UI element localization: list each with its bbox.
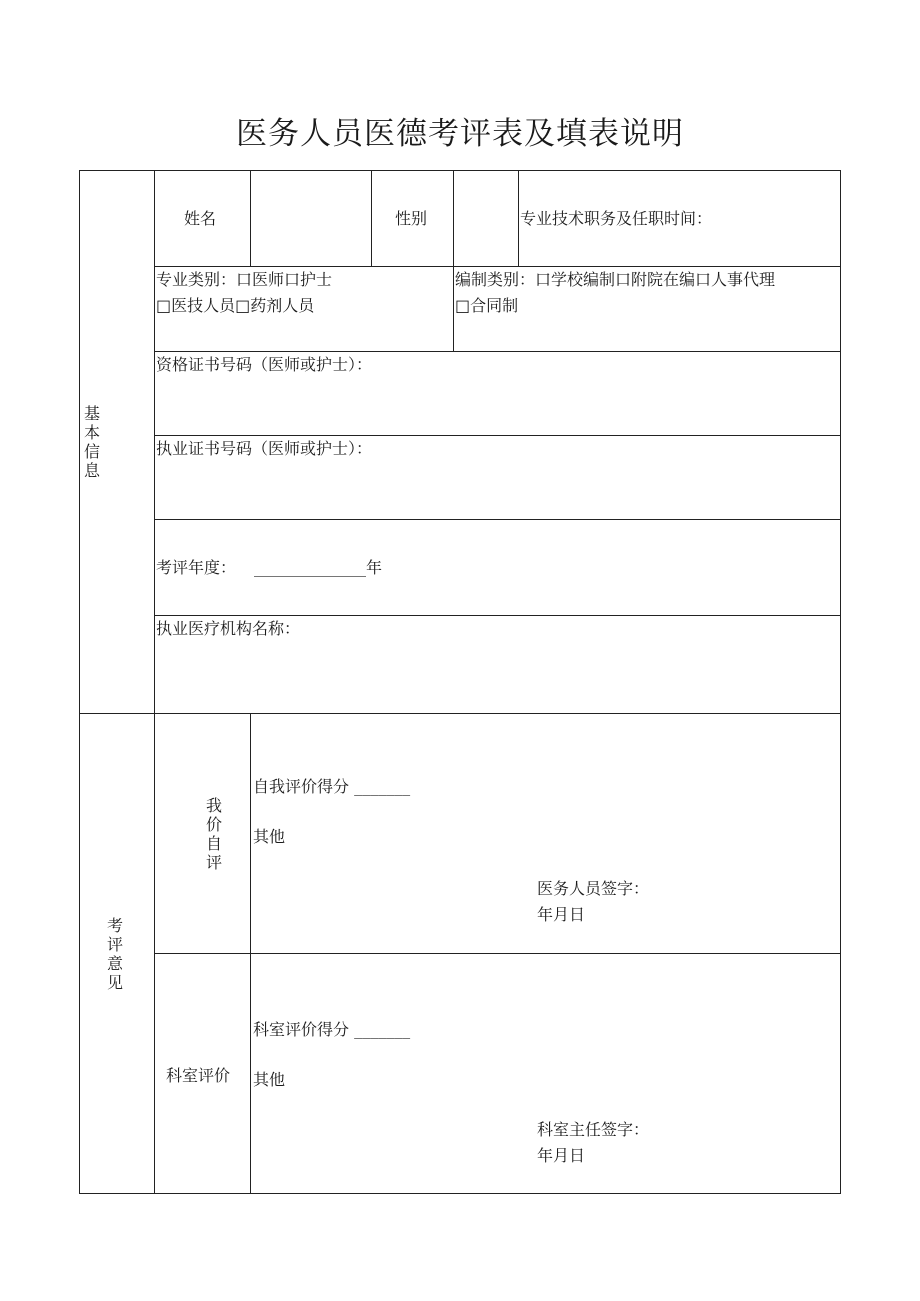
evaluation-year-blank[interactable]: ______________ — [254, 558, 367, 577]
dept-score-label: 科室评价得分 — [253, 1020, 350, 1039]
dept-date-label: 年月日 — [537, 1146, 586, 1165]
name-value-cell[interactable] — [251, 172, 370, 265]
section-divider-line — [154, 171, 155, 1194]
professional-category-line2: □医技人员□药剂人员 — [156, 296, 315, 315]
gender-value-cell[interactable] — [454, 172, 517, 265]
professional-title-label: 专业技术职务及任职时间： — [520, 209, 713, 228]
name-label: 姓名 — [184, 209, 217, 228]
section-separator-line — [80, 713, 841, 714]
director-signature-label: 科室主任签字： — [537, 1120, 650, 1139]
self-evaluation-label: 我价自评 — [205, 796, 222, 872]
self-other-label: 其他 — [253, 827, 286, 846]
dept-other-label: 其他 — [253, 1070, 286, 1089]
evaluation-opinion-section-label: 考评意见 — [106, 916, 123, 992]
evaluation-year-row — [156, 555, 382, 581]
col-line — [518, 171, 519, 266]
self-score-row — [253, 774, 410, 800]
self-date-label: 年月日 — [537, 905, 586, 924]
department-evaluation-label: 科室评价 — [166, 1066, 231, 1085]
basic-info-section-label: 基本信息 — [83, 404, 100, 480]
practice-cert-label: 执业证书号码（医师或护士）： — [156, 439, 373, 458]
dept-score-row — [253, 1017, 410, 1043]
row-line — [154, 519, 841, 520]
staff-signature-label: 医务人员签字： — [537, 879, 650, 898]
staffing-category-line2: □合同制 — [455, 296, 519, 315]
staffing-category-line1: 编制类别：口学校编制口附院在编口人事代理 — [455, 270, 776, 289]
gender-label: 性别 — [395, 209, 428, 228]
self-score-blank[interactable]: _______ — [354, 777, 411, 796]
row-line — [154, 953, 841, 954]
evaluation-form — [79, 170, 841, 1194]
professional-category-line1: 专业类别：口医师口护士 — [156, 270, 333, 289]
self-score-label: 自我评价得分 — [253, 777, 350, 796]
col-line — [250, 713, 251, 1194]
page-title: 医务人员医德考评表及填表说明 — [236, 116, 684, 152]
col-line — [371, 171, 372, 266]
qualification-cert-label: 资格证书号码（医师或护士）： — [156, 355, 373, 374]
evaluation-year-suffix: 年 — [366, 558, 383, 577]
dept-score-blank[interactable]: _______ — [354, 1020, 411, 1039]
institution-name-label: 执业医疗机构名称： — [156, 619, 301, 638]
evaluation-year-label: 考评年度： — [156, 558, 237, 577]
